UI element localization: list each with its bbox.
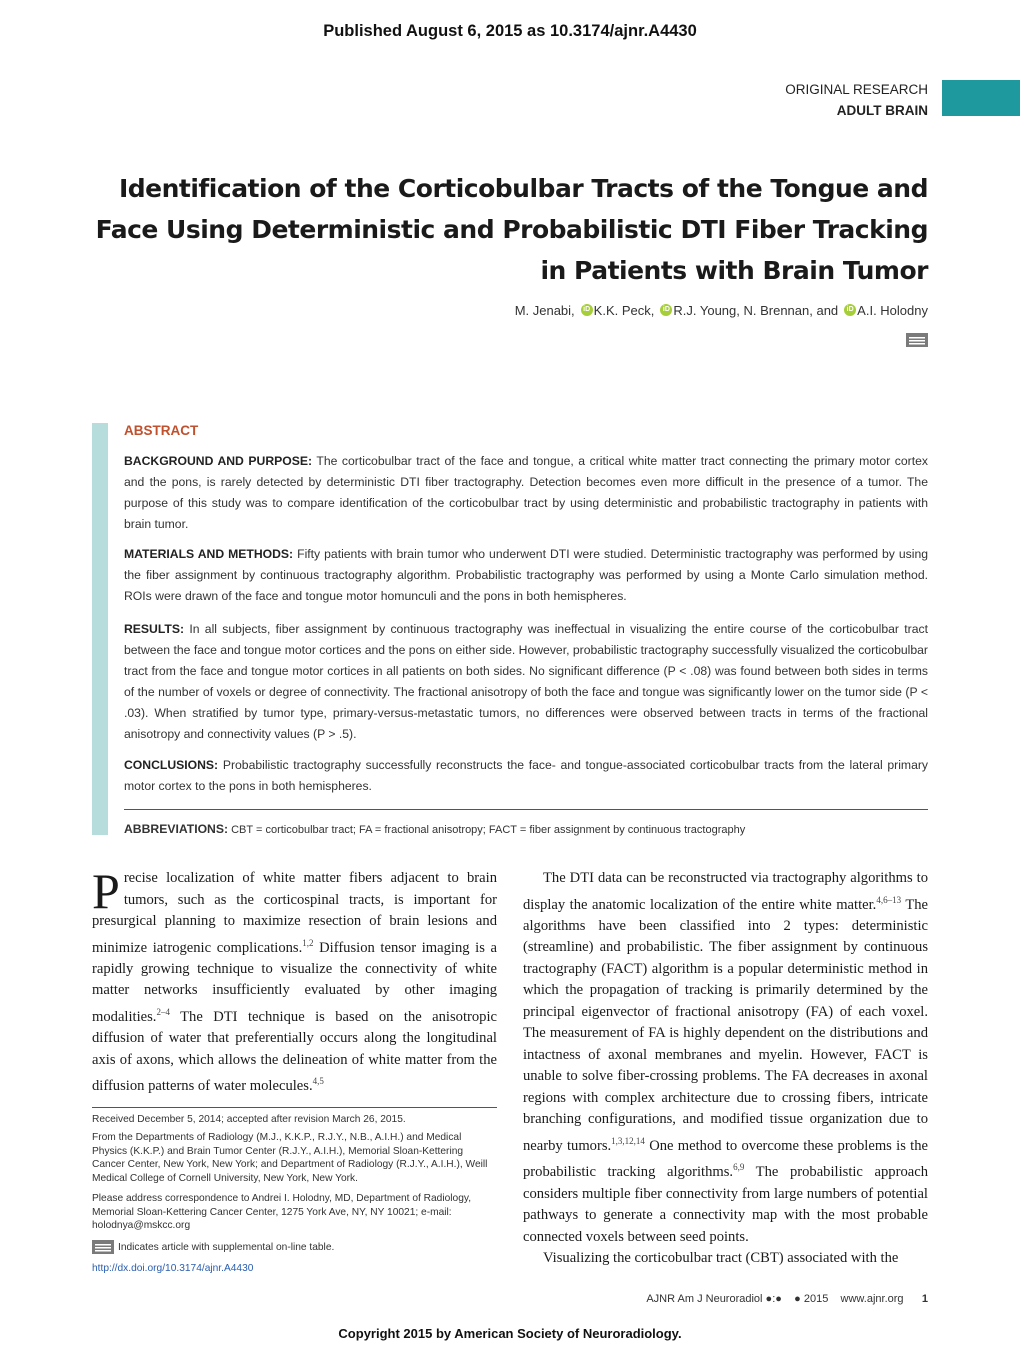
author-1: M. Jenabi, <box>514 303 575 318</box>
abstract-paragraph: In all subjects, fiber assignment by continuous tractography was ineffectual in visualizing the entire course of the corticobulbar tract between the face and tongue motor cortices and the pons on either side. However, probabilistic tractography successfully visualized the corticobulbar tract from the face and tongue motor cortices in all patients on both sides. No significant difference (P < .08) was found between both sides in terms of the number of voxels or degree of connectivity. The fractional anisotropy of both the face and tongue was significantly lower on the tumor side (P < .03). When stratified by tumor type, primary-versus-metastatic tumors, no differences were observed between tracts in terms of the fractional anisotropy and connectivity values (P > .5). <box>124 622 928 741</box>
abstract-paragraph: Probabilistic tractography successfully reconstructs the face- and tongue-associated corticobulbar tracts from the lateral primary motor cortex to the pons in both hemispheres. <box>124 758 928 793</box>
journal-website[interactable]: www.ajnr.org <box>840 1293 904 1305</box>
abstract-label: BACKGROUND AND PURPOSE: <box>124 454 313 468</box>
orcid-icon[interactable]: iD <box>581 304 593 316</box>
footnote-affiliations: From the Departments of Radiology (M.J., K.K.P., R.J.Y., N.B., A.I.H.) and Medical Physics (K.K.P.) and Brain Tumor Center (R.J.Y., A.I.H.), Memorial Sloan-Kettering Cancer Center, New York, New York; and Department of Radiology (R.J.Y., A.I.H.), Weill Medical College of Cornell University, New York, New York. <box>92 1132 488 1184</box>
page-number: 1 <box>921 1293 928 1305</box>
abstract-label: MATERIALS AND METHODS: <box>124 547 294 561</box>
citation-link[interactable]: 1,2 <box>302 937 314 948</box>
page-footer <box>646 1293 928 1305</box>
abbreviations-text: CBT = corticobulbar tract; FA = fractional anisotropy; FACT = fiber assignment by continuous tractography <box>231 824 746 836</box>
orcid-icon[interactable]: iD <box>844 304 856 316</box>
body-text: The DTI data can be reconstructed via tractography algorithms to display the anatomic localization of the entire white matter. <box>523 870 928 913</box>
author-list <box>515 303 928 318</box>
footnote-correspondence: Please address correspondence to Andrei I. Holodny, MD, Department of Radiology, Memorial Sloan-Kettering Cancer Center, 1275 York Ave, NY, NY 10021; e-mail: holodnya@mskcc.org <box>92 1193 472 1231</box>
body-paragraph: Visualizing the corticobulbar tract (CBT) associated with the <box>543 1250 899 1267</box>
section-color-tab <box>942 80 1020 116</box>
body-paragraph <box>523 868 928 1248</box>
citation-link[interactable]: 6,9 <box>733 1162 745 1173</box>
abbreviations <box>124 822 928 836</box>
article-title: Identification of the Corticobulbar Tracts of the Tongue and Face Using Deterministic and Probabilistic DTI Fiber Tracking in Patients with Brain Tumor <box>95 174 928 285</box>
abstract-paragraph: Fifty patients with brain tumor who underwent DTI were studied. Deterministic tractography was performed by using the fiber assignment by continuous tractography algorithm. Probabilistic tractography was performed by using a Monte Carlo simulation method. ROIs were drawn of the face and tongue motor homunculi and the pons in both hemispheres. <box>124 547 929 603</box>
supplement-table-icon <box>92 1240 114 1254</box>
author-2: K.K. Peck, <box>593 303 655 318</box>
abstract-background <box>124 451 928 535</box>
footnote-supplement: Indicates article with supplemental on-line table. <box>118 1242 335 1253</box>
abstract-heading: ABSTRACT <box>124 423 199 438</box>
section-label: ORIGINAL RESEARCH <box>785 82 928 97</box>
journal-name: AJNR Am J Neuroradiol ●:● <box>646 1293 782 1305</box>
abstract-sidebar-bar <box>92 423 108 835</box>
body-text: The algorithms have been classified into 2 types: deterministic (streamline) and probabilistic. The fiber assignment by continuous tractography (FACT) algorithm is a popular deterministic method in which the propagation of tracking is primarily determined by the principal eigenvector of fractional anisotropy (FA) of each voxel. The measurement of FA is highly dependent on the distributions and intactness of axonal membranes and myelin. However, FACT is unable to solve fiber-crossing problems. The FA decreases in axonal regions with complex architecture due to crossing fibers, intricate branching configurations, and modified tissue organization due to nearby tumors. <box>523 896 929 1154</box>
abbreviations-label: ABBREVIATIONS: <box>124 822 229 836</box>
body-column-left <box>92 863 498 1098</box>
drop-cap: P <box>92 863 120 919</box>
footnote-divider <box>92 1107 497 1108</box>
footnote-received: Received December 5, 2014; accepted after revision March 26, 2015. <box>92 1114 406 1125</box>
doi-link[interactable]: http://dx.doi.org/10.3174/ajnr.A4430 <box>92 1263 254 1274</box>
citation-link[interactable]: 4,6–13 <box>876 894 902 905</box>
citation-link[interactable]: 4,5 <box>312 1076 324 1087</box>
body-text: The probabilistic approach considers multiple fiber connectivity from large numbers of potential pathways to generate a connectivity map with the most probable connected voxels between seed points. <box>523 1164 928 1245</box>
copyright-notice: Copyright 2015 by American Society of Neuroradiology. <box>338 1326 682 1341</box>
body-text: The DTI technique is based on the anisotropic diffusion of water that preferentially occurs along the longitudinal axis of axons, which allows the delineation of white matter from the diffusion patterns of water molecules. <box>92 1008 497 1095</box>
orcid-icon[interactable]: iD <box>660 304 672 316</box>
published-notice: Published August 6, 2015 as 10.3174/ajnr.A4430 <box>323 22 697 40</box>
supplement-table-icon[interactable] <box>906 333 928 347</box>
abstract-label: RESULTS: <box>124 622 185 636</box>
citation-link[interactable]: 2–4 <box>156 1006 170 1017</box>
abstract-label: CONCLUSIONS: <box>124 758 219 772</box>
body-text: One method to overcome these problems is the probabilistic tracking algorithms. <box>523 1137 928 1181</box>
abstract-paragraph: The corticobulbar tract of the face and tongue, a critical white matter tract connecting the primary motor cortex and the pons, is rarely detected by deterministic DTI fiber tractography. Detection becomes even more difficult in the presence of a tumor. The purpose of this study was to compare identification of the corticobulbar tract by using deterministic and probabilistic tractography in patients with brain tumor. <box>124 454 928 531</box>
abstract-methods <box>124 544 928 607</box>
body-text: Diffusion tensor imaging is a rapidly growing technique to visualize the connectivity of white matter networks insufficiently evaluated by other imaging modalities. <box>92 939 498 1025</box>
abstract-results <box>124 619 928 745</box>
abstract-divider <box>124 809 928 810</box>
body-text: recise localization of white matter fibers adjacent to brain tumors, such as the corticospinal tracts, is important for presurgical planning to maximize resection of brain lesions and minimize iatrogenic complications. <box>92 870 497 956</box>
author-3: R.J. Young, N. Brennan, and <box>673 303 839 318</box>
author-4: A.I. Holodny <box>857 303 928 318</box>
citation-link[interactable]: 1,3,12,14 <box>611 1135 645 1146</box>
journal-issue: ● 2015 <box>794 1293 829 1305</box>
abstract-conclusions <box>124 755 928 797</box>
body-column-right <box>523 868 928 1270</box>
subsection-label: ADULT BRAIN <box>836 103 928 118</box>
